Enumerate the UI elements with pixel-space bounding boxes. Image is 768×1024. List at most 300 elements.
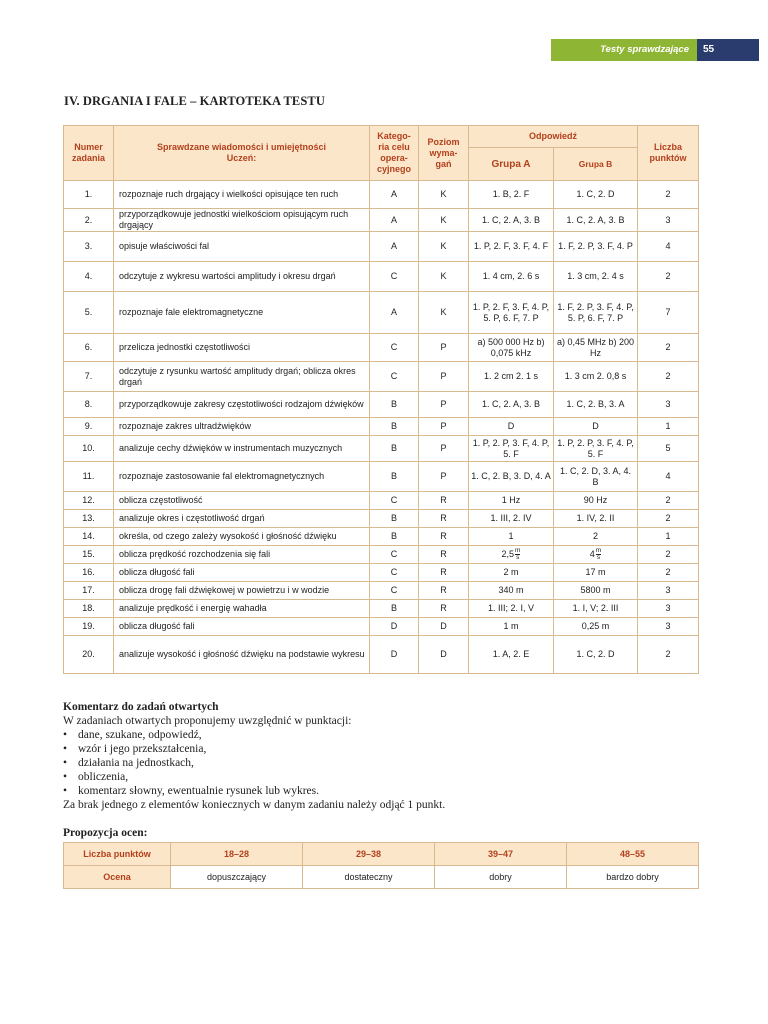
answer-group-a bbox=[469, 262, 554, 292]
answer-group-a bbox=[469, 209, 554, 232]
answer-group-b-text: 1. C, 2. D, 3. A, 4. B bbox=[559, 465, 632, 487]
task-description bbox=[114, 334, 370, 362]
answer-group-a bbox=[469, 292, 554, 334]
list-item bbox=[63, 756, 319, 770]
table-row bbox=[64, 564, 699, 582]
task-description bbox=[114, 564, 370, 582]
table-row bbox=[64, 418, 699, 436]
task-points-text: 4 bbox=[665, 241, 671, 251]
task-level bbox=[419, 362, 469, 392]
task-level bbox=[419, 564, 469, 582]
task-points-text: 5 bbox=[665, 443, 671, 453]
list-item-text: wzór i jego przekształcenia, bbox=[78, 743, 207, 755]
table-row bbox=[64, 546, 699, 564]
task-category-text: B bbox=[390, 443, 397, 453]
task-level-text: R bbox=[440, 513, 447, 523]
table-row bbox=[64, 436, 699, 462]
comments-note: Za brak jednego z elementów koniecznych w danym zadaniu należy odjąć 1 punkt. bbox=[63, 799, 446, 811]
bullet-glyph: • bbox=[63, 757, 68, 769]
answer-group-b bbox=[554, 232, 638, 262]
answer-group-a bbox=[469, 582, 554, 600]
task-description-text: analizuje wysokość i głośność dźwięku na podstawie wykresu bbox=[119, 649, 365, 659]
task-level bbox=[419, 181, 469, 209]
task-level-text: K bbox=[440, 241, 447, 251]
task-description-text: przelicza jednostki częstotliwości bbox=[119, 342, 251, 352]
grade-range: 48–55 bbox=[567, 843, 699, 866]
answer-group-a-text: 1 Hz bbox=[501, 495, 521, 505]
task-category-text: C bbox=[390, 342, 398, 352]
task-category-text: C bbox=[390, 549, 398, 559]
answer-group-b bbox=[554, 600, 638, 618]
task-number-text: 16. bbox=[82, 567, 95, 577]
table-row bbox=[64, 636, 699, 674]
task-description bbox=[114, 362, 370, 392]
task-number bbox=[64, 546, 114, 564]
table-row bbox=[64, 462, 699, 492]
answer-group-a bbox=[469, 636, 554, 674]
task-points bbox=[638, 232, 699, 262]
comments-heading bbox=[63, 700, 713, 714]
task-level bbox=[419, 392, 469, 418]
task-description bbox=[114, 618, 370, 636]
task-category bbox=[370, 232, 419, 262]
task-number-text: 15. bbox=[82, 549, 95, 559]
answer-group-b bbox=[554, 362, 638, 392]
task-level bbox=[419, 292, 469, 334]
grades-mark-label: Ocena bbox=[64, 866, 171, 889]
task-level bbox=[419, 600, 469, 618]
task-level bbox=[419, 492, 469, 510]
task-number bbox=[64, 181, 114, 209]
task-description bbox=[114, 392, 370, 418]
task-category-text: B bbox=[390, 421, 397, 431]
task-level-text: K bbox=[440, 271, 447, 281]
answer-group-b-text: a) 0,45 MHz b) 200 Hz bbox=[556, 336, 635, 358]
task-points-text: 1 bbox=[665, 531, 671, 541]
task-points bbox=[638, 181, 699, 209]
task-level bbox=[419, 262, 469, 292]
task-number bbox=[64, 636, 114, 674]
grades-table bbox=[63, 842, 699, 889]
task-description-text: przyporządkowuje jednostki wielkościom opisującym ruch drgający bbox=[119, 209, 349, 230]
task-number-text: 7. bbox=[84, 371, 93, 381]
task-description bbox=[114, 600, 370, 618]
table-row bbox=[64, 510, 699, 528]
task-number-text: 6. bbox=[84, 342, 93, 352]
answer-group-a bbox=[469, 564, 554, 582]
task-description-text: rozpoznaje fale elektromagnetyczne bbox=[119, 307, 264, 317]
answer-group-a-text: 1. III, 2. IV bbox=[490, 513, 532, 523]
task-description bbox=[114, 436, 370, 462]
task-level-text: R bbox=[440, 495, 447, 505]
task-level-text: R bbox=[440, 585, 447, 595]
task-level-text: P bbox=[440, 471, 447, 481]
answer-group-b bbox=[554, 209, 638, 232]
answer-group-a bbox=[469, 462, 554, 492]
task-category bbox=[370, 362, 419, 392]
task-points-text: 2 bbox=[665, 271, 671, 281]
answer-group-b bbox=[554, 636, 638, 674]
task-points-text: 4 bbox=[665, 471, 671, 481]
task-description bbox=[114, 462, 370, 492]
task-points-text: 2 bbox=[665, 513, 671, 523]
task-number-text: 5. bbox=[84, 307, 93, 317]
table-row bbox=[64, 181, 699, 209]
answer-group-a bbox=[469, 546, 554, 564]
answer-group-a-text: a) 500 000 Hz b) 0,075 kHz bbox=[477, 336, 545, 358]
task-category-text: C bbox=[390, 585, 398, 595]
task-level-text: R bbox=[440, 567, 447, 577]
task-points-text: 2 bbox=[665, 189, 671, 199]
task-level bbox=[419, 546, 469, 564]
answer-group-a bbox=[469, 510, 554, 528]
task-level bbox=[419, 582, 469, 600]
task-category-text: D bbox=[390, 649, 398, 659]
answer-group-a bbox=[469, 392, 554, 418]
table-row bbox=[64, 392, 699, 418]
answer-group-a bbox=[469, 436, 554, 462]
task-points bbox=[638, 600, 699, 618]
task-number-text: 11. bbox=[82, 471, 95, 481]
answer-group-a-text: 1. B, 2. F bbox=[492, 189, 530, 199]
answer-group-a bbox=[469, 618, 554, 636]
task-points bbox=[638, 582, 699, 600]
answer-group-b-text: 1. P, 2. P, 3. F, 4. P, 5. F bbox=[557, 437, 634, 459]
table-row bbox=[64, 582, 699, 600]
task-points bbox=[638, 418, 699, 436]
task-description bbox=[114, 582, 370, 600]
header-points: Liczba punktów bbox=[638, 126, 699, 181]
header-category: Katego- ria celu opera- cyjnego bbox=[370, 126, 419, 181]
list-item-text: działania na jednostkach, bbox=[78, 757, 194, 769]
task-number-text: 9. bbox=[84, 421, 93, 431]
task-description-text: oblicza częstotliwość bbox=[119, 495, 203, 505]
table-row bbox=[64, 262, 699, 292]
task-description-text: rozpoznaje ruch drgający i wielkości opisujące ten ruch bbox=[119, 189, 339, 199]
task-description-text: rozpoznaje zastosowanie fal elektromagnetycznych bbox=[119, 471, 325, 481]
task-level-text: R bbox=[440, 531, 447, 541]
grade-mark: dostateczny bbox=[303, 866, 435, 889]
answer-group-a bbox=[469, 181, 554, 209]
task-points bbox=[638, 334, 699, 362]
answer-group-b bbox=[554, 492, 638, 510]
answer-group-b-text: 1. IV, 2. II bbox=[576, 513, 615, 523]
task-number bbox=[64, 564, 114, 582]
task-points bbox=[638, 564, 699, 582]
task-level-text: K bbox=[440, 214, 447, 225]
task-points-text: 3 bbox=[665, 621, 671, 631]
table-row bbox=[64, 492, 699, 510]
answer-group-a-text: 1 m bbox=[503, 621, 519, 631]
task-level-text: K bbox=[440, 307, 447, 317]
answer-group-a bbox=[469, 492, 554, 510]
answer-group-a bbox=[469, 362, 554, 392]
list-item bbox=[63, 770, 319, 784]
answer-group-b-text: 1. C, 2. B, 3. A bbox=[566, 399, 625, 409]
list-item-text: komentarz słowny, ewentualnie rysunek lub wykres. bbox=[78, 785, 320, 797]
task-number bbox=[64, 618, 114, 636]
grades-heading-text: Propozycja ocen: bbox=[63, 827, 148, 839]
task-points-text: 7 bbox=[665, 307, 671, 317]
list-item-text: obliczenia, bbox=[78, 771, 129, 783]
task-level bbox=[419, 462, 469, 492]
answer-group-b bbox=[554, 292, 638, 334]
answer-group-a-text: 2 m bbox=[503, 567, 519, 577]
answer-group-b bbox=[554, 528, 638, 546]
answer-group-b-text: 1. F, 2. P, 3. F, 4. P, 5. P, 6. F, 7. P bbox=[557, 301, 634, 323]
task-number-text: 10. bbox=[82, 443, 95, 453]
task-points bbox=[638, 262, 699, 292]
task-level-text: P bbox=[440, 342, 447, 352]
task-number-text: 19. bbox=[82, 621, 95, 631]
task-level-text: P bbox=[440, 371, 447, 381]
task-points bbox=[638, 492, 699, 510]
answer-group-a-text: 1. P, 2. P, 3. F, 4. P, 5. F bbox=[472, 437, 550, 459]
task-category bbox=[370, 262, 419, 292]
unit-numerator: m bbox=[515, 547, 521, 554]
task-number-text: 17. bbox=[82, 585, 95, 595]
comments-heading-text: Komentarz do zadań otwartych bbox=[63, 701, 219, 713]
comments-intro: W zadaniach otwartych proponujemy uwzględnić w punktacji: bbox=[63, 715, 352, 727]
task-points bbox=[638, 528, 699, 546]
task-category-text: A bbox=[390, 241, 397, 251]
grade-range: 39–47 bbox=[435, 843, 567, 866]
bullet-glyph: • bbox=[63, 743, 68, 755]
task-points bbox=[638, 510, 699, 528]
table-row bbox=[64, 232, 699, 262]
task-number bbox=[64, 528, 114, 546]
task-points-text: 3 bbox=[665, 214, 671, 225]
list-item bbox=[63, 784, 319, 798]
task-number-text: 20. bbox=[82, 649, 95, 659]
task-category bbox=[370, 462, 419, 492]
task-points-text: 2 bbox=[665, 567, 671, 577]
answer-group-b bbox=[554, 418, 638, 436]
header-group-b: Grupa B bbox=[554, 148, 638, 181]
task-number-text: 12. bbox=[82, 495, 95, 505]
task-number bbox=[64, 232, 114, 262]
task-level bbox=[419, 436, 469, 462]
task-points bbox=[638, 462, 699, 492]
header-skills bbox=[114, 126, 370, 181]
task-level-text: P bbox=[440, 443, 447, 453]
task-category bbox=[370, 600, 419, 618]
grade-mark: dopuszczający bbox=[171, 866, 303, 889]
header-skills-line1: Sprawdzane wiadomości i umiejętności bbox=[156, 142, 327, 152]
grades-heading bbox=[63, 826, 713, 840]
task-points-text: 1 bbox=[665, 421, 671, 431]
answer-group-b-text: 5800 m bbox=[580, 585, 611, 595]
bullet-glyph: • bbox=[63, 771, 68, 783]
task-description bbox=[114, 636, 370, 674]
table-row bbox=[64, 292, 699, 334]
answer-group-a-text: 2,5 bbox=[501, 548, 515, 559]
task-category bbox=[370, 418, 419, 436]
task-category-text: A bbox=[390, 214, 397, 225]
answer-group-a bbox=[469, 232, 554, 262]
task-number bbox=[64, 262, 114, 292]
answer-group-a bbox=[469, 334, 554, 362]
task-level bbox=[419, 510, 469, 528]
task-category-text: C bbox=[390, 567, 398, 577]
task-category bbox=[370, 636, 419, 674]
task-category-text: A bbox=[390, 307, 397, 317]
answer-group-b bbox=[554, 181, 638, 209]
task-description bbox=[114, 510, 370, 528]
unit-fraction bbox=[515, 548, 520, 561]
task-category bbox=[370, 209, 419, 232]
answer-group-a-text: 1. C, 2. B, 3. D, 4. A bbox=[471, 471, 551, 481]
task-points bbox=[638, 392, 699, 418]
bullet-glyph: • bbox=[63, 785, 68, 797]
unit-fraction bbox=[596, 548, 601, 561]
answer-group-b-text: 1. C, 2. D bbox=[576, 649, 615, 659]
answer-group-b bbox=[554, 436, 638, 462]
answer-group-a-text: 1. A, 2. E bbox=[492, 649, 530, 659]
section-title: Testy sprawdzające bbox=[600, 44, 689, 55]
comments-list bbox=[63, 728, 319, 798]
answer-group-b bbox=[554, 262, 638, 292]
task-description-text: określa, od czego zależy wysokość i głośność dźwięku bbox=[119, 531, 337, 541]
table-row bbox=[64, 528, 699, 546]
task-level bbox=[419, 418, 469, 436]
table-row bbox=[64, 362, 699, 392]
task-description bbox=[114, 292, 370, 334]
task-points-text: 3 bbox=[665, 603, 671, 613]
task-category bbox=[370, 528, 419, 546]
answer-group-b bbox=[554, 618, 638, 636]
task-category bbox=[370, 181, 419, 209]
answer-group-a bbox=[469, 418, 554, 436]
task-level bbox=[419, 636, 469, 674]
task-description-text: przyporządkowuje zakresy częstotliwości rodzajom dźwięków bbox=[119, 399, 364, 409]
task-description-text: analizuje prędkość i energię wahadła bbox=[119, 603, 267, 613]
answer-group-b-text: 90 Hz bbox=[583, 495, 608, 505]
task-number bbox=[64, 600, 114, 618]
list-item-text: dane, szukane, odpowiedź, bbox=[78, 729, 202, 741]
task-number-text: 14. bbox=[82, 531, 95, 541]
unit-denominator: s bbox=[516, 554, 520, 561]
answer-group-a-text: 1. III; 2. I, V bbox=[487, 603, 535, 613]
task-points-text: 2 bbox=[665, 495, 671, 505]
task-description bbox=[114, 232, 370, 262]
answer-group-a-text: 1. P, 2. F, 3. F, 4. P, 5. P, 6. F, 7. P bbox=[472, 301, 550, 323]
task-category-text: B bbox=[390, 603, 397, 613]
answer-group-b bbox=[554, 546, 638, 564]
task-description-text: analizuje cechy dźwięków w instrumentach muzycznych bbox=[119, 443, 343, 453]
task-category bbox=[370, 334, 419, 362]
task-number-text: 4. bbox=[84, 271, 93, 281]
task-category bbox=[370, 292, 419, 334]
task-category bbox=[370, 492, 419, 510]
task-level-text: P bbox=[440, 421, 447, 431]
answer-group-b-text: 1. F, 2. P, 3. F, 4. P bbox=[558, 241, 633, 251]
task-level bbox=[419, 618, 469, 636]
task-level-text: P bbox=[440, 399, 447, 409]
answer-group-b bbox=[554, 564, 638, 582]
grade-range: 29–38 bbox=[303, 843, 435, 866]
answer-group-a bbox=[469, 600, 554, 618]
unit-numerator: m bbox=[595, 547, 602, 554]
task-number bbox=[64, 462, 114, 492]
task-category bbox=[370, 618, 419, 636]
task-number-text: 2. bbox=[84, 214, 93, 225]
table-row bbox=[64, 600, 699, 618]
task-description bbox=[114, 262, 370, 292]
task-number-text: 3. bbox=[84, 241, 93, 251]
answer-group-a-text: 340 m bbox=[498, 585, 524, 595]
task-category bbox=[370, 436, 419, 462]
list-item bbox=[63, 728, 319, 742]
test-table bbox=[63, 125, 699, 674]
list-item bbox=[63, 742, 319, 756]
task-level-text: R bbox=[440, 549, 447, 559]
header-answer: Odpowiedź bbox=[469, 126, 638, 148]
answer-group-b-text: 1. 3 cm 2. 0,8 s bbox=[564, 371, 627, 381]
task-points-text: 2 bbox=[665, 549, 671, 559]
task-points-text: 2 bbox=[665, 371, 671, 381]
task-level bbox=[419, 528, 469, 546]
grade-range: 18–28 bbox=[171, 843, 303, 866]
answer-group-b-text: 17 m bbox=[585, 567, 606, 577]
task-category bbox=[370, 564, 419, 582]
table-row bbox=[64, 209, 699, 232]
task-category bbox=[370, 510, 419, 528]
task-number-text: 18. bbox=[82, 603, 95, 613]
task-category-text: D bbox=[390, 621, 398, 631]
task-points-text: 3 bbox=[665, 399, 671, 409]
answer-group-b bbox=[554, 582, 638, 600]
task-points-text: 3 bbox=[665, 585, 671, 595]
answer-group-b-text: 4 bbox=[589, 548, 595, 559]
task-category bbox=[370, 546, 419, 564]
task-number bbox=[64, 418, 114, 436]
task-description bbox=[114, 209, 370, 232]
task-level-text: R bbox=[440, 603, 447, 613]
task-description bbox=[114, 546, 370, 564]
task-number bbox=[64, 392, 114, 418]
task-points-text: 2 bbox=[665, 649, 671, 659]
task-level bbox=[419, 232, 469, 262]
header-num: Numer zadania bbox=[64, 126, 114, 181]
answer-group-b bbox=[554, 334, 638, 362]
grade-mark: bardzo dobry bbox=[567, 866, 699, 889]
task-category-text: B bbox=[390, 399, 397, 409]
task-points bbox=[638, 636, 699, 674]
task-level bbox=[419, 209, 469, 232]
answer-group-a-text: 1. C, 2. A, 3. B bbox=[481, 214, 541, 225]
answer-group-b-text: D bbox=[592, 421, 599, 431]
header-group-a: Grupa A bbox=[469, 148, 554, 181]
page-number-box bbox=[697, 39, 759, 61]
answer-group-b bbox=[554, 510, 638, 528]
task-number bbox=[64, 510, 114, 528]
task-points bbox=[638, 618, 699, 636]
page-number: 55 bbox=[703, 44, 715, 55]
task-level bbox=[419, 334, 469, 362]
task-number bbox=[64, 436, 114, 462]
task-level-text: D bbox=[440, 621, 447, 631]
task-category-text: C bbox=[390, 271, 398, 281]
grades-points-label: Liczba punktów bbox=[64, 843, 171, 866]
task-number-text: 13. bbox=[82, 513, 95, 523]
task-description bbox=[114, 528, 370, 546]
task-points bbox=[638, 209, 699, 232]
task-level-text: K bbox=[440, 189, 447, 199]
task-number-text: 8. bbox=[84, 399, 93, 409]
answer-group-a-text: 1. C, 2. A, 3. B bbox=[481, 399, 541, 409]
task-description-text: odczytuje z rysunku wartość amplitudy drgań; oblicza okres drgań bbox=[119, 365, 356, 387]
